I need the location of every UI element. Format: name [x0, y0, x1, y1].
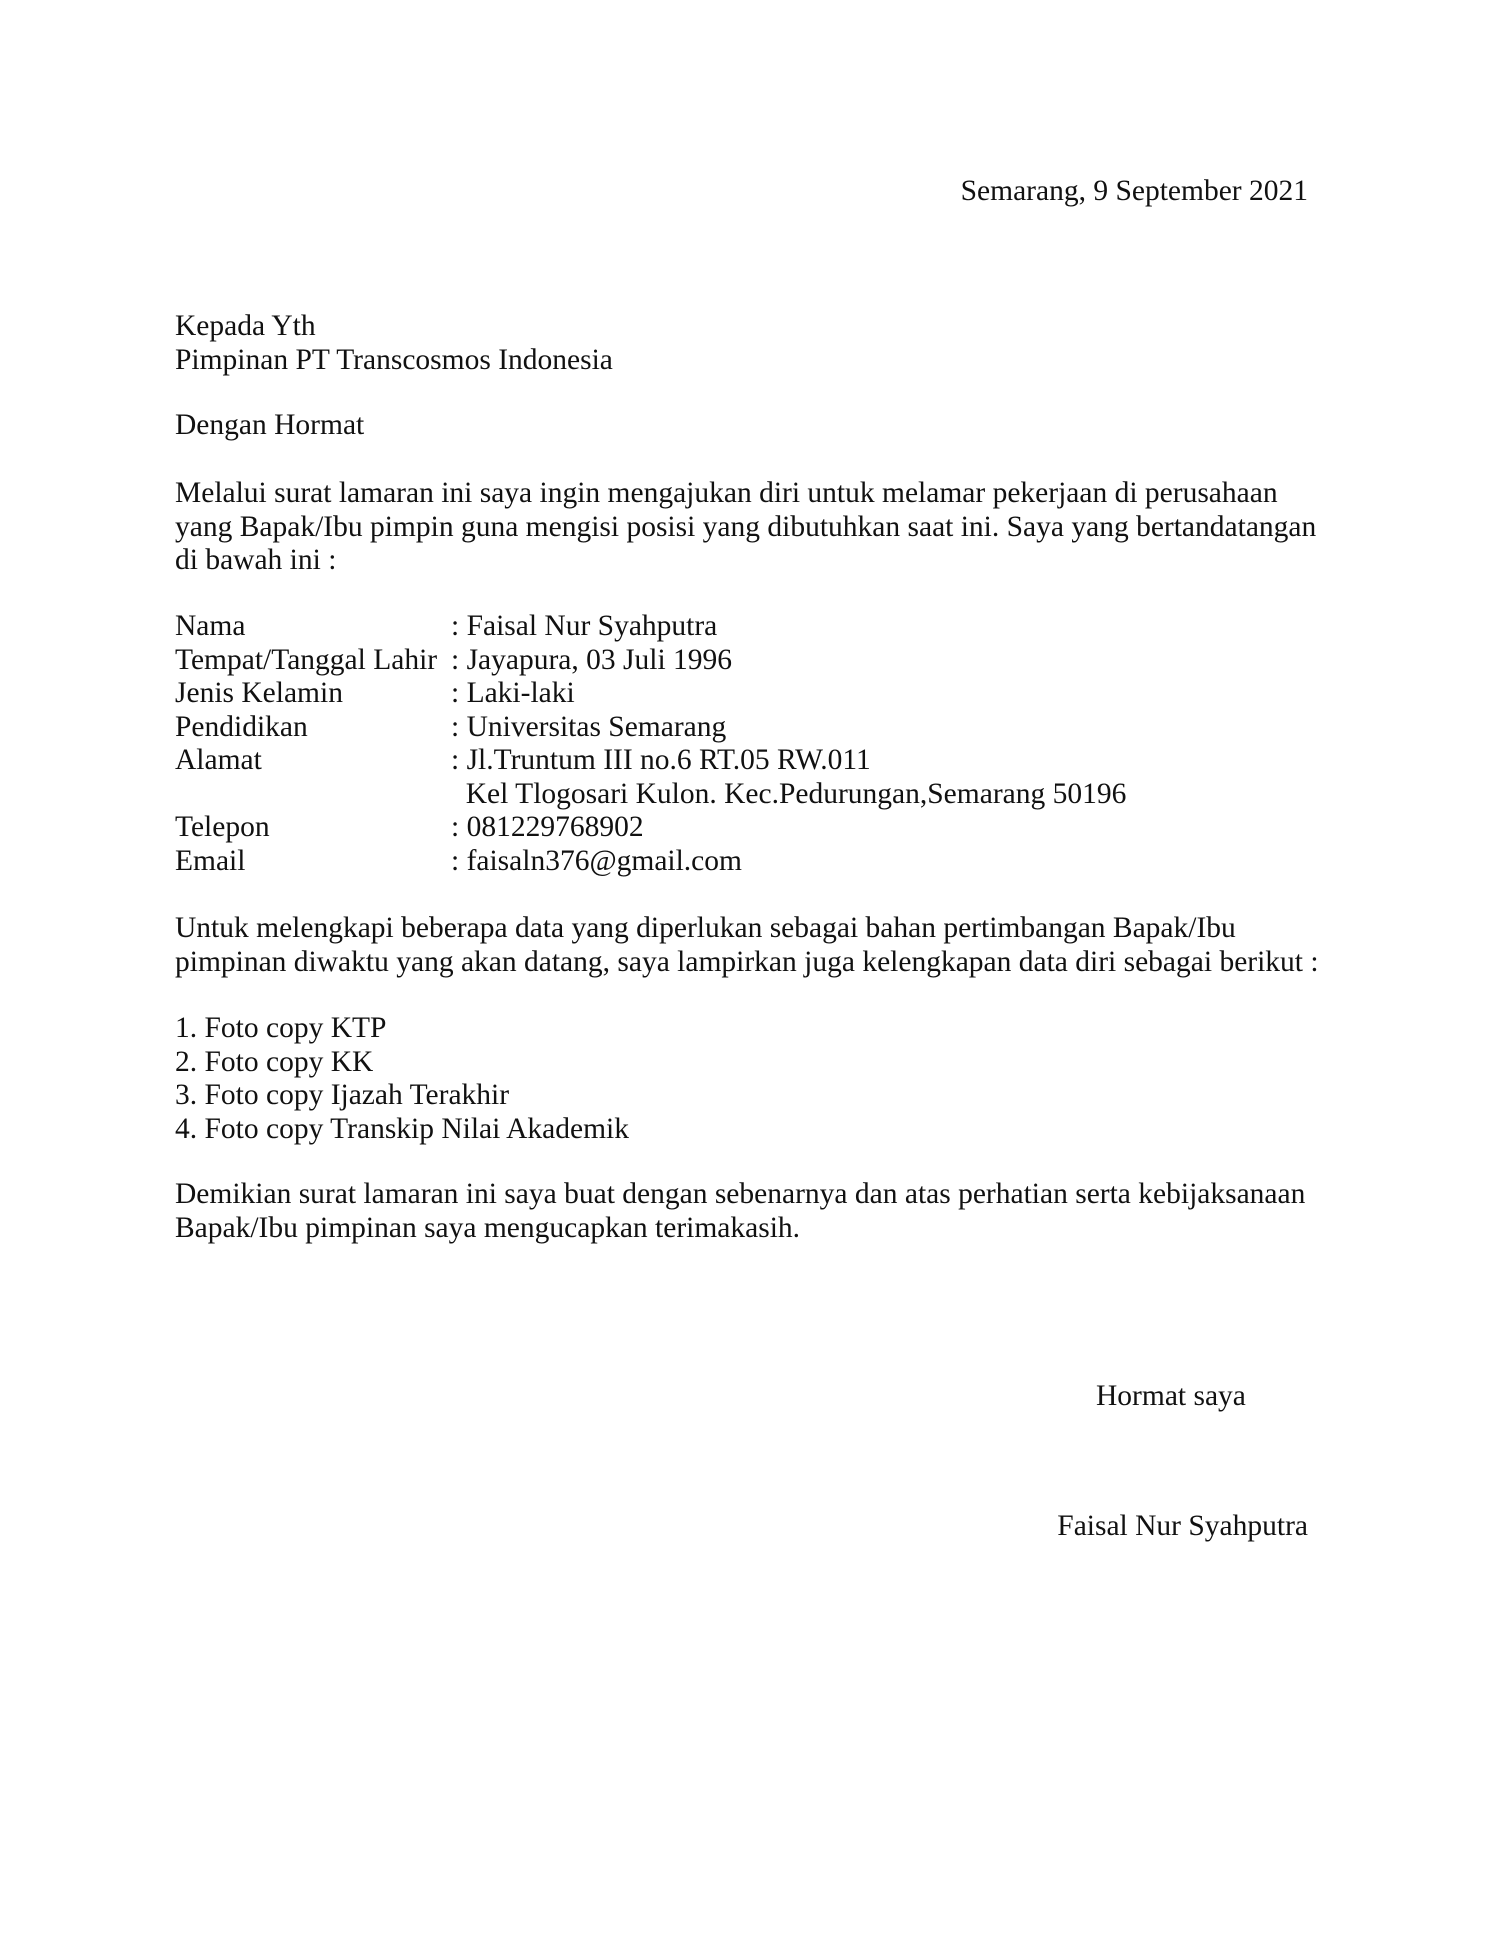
list-item: 4. Foto copy Transkip Nilai Akademik — [175, 1112, 629, 1145]
letter-date: Semarang, 9 September 2021 — [960, 175, 1308, 207]
detail-row — [175, 711, 1126, 745]
paragraph-line: yang Bapak/Ibu pimpin guna mengisi posisi yang dibutuhkan saat ini. Saya yang bertandatangan — [175, 510, 1317, 543]
sign-off: Hormat saya — [1096, 1380, 1246, 1412]
detail-value: : 081229768902 — [451, 811, 644, 843]
detail-label — [175, 778, 451, 812]
detail-row — [175, 610, 1126, 644]
greeting: Dengan Hormat — [175, 409, 365, 441]
paragraph-line: pimpinan diwaktu yang akan datang, saya lampirkan juga kelengkapan data diri sebagai berikut : — [175, 945, 1319, 978]
detail-value: : Jayapura, 03 Juli 1996 — [451, 643, 733, 676]
detail-label: Email — [175, 844, 246, 877]
detail-row — [175, 811, 1126, 845]
list-item: 3. Foto copy Ijazah Terakhir — [175, 1079, 510, 1111]
detail-label: Nama — [175, 610, 246, 642]
detail-value: : Laki-laki — [451, 677, 575, 709]
signature-name: Faisal Nur Syahputra — [1057, 1510, 1308, 1542]
recipient-block — [175, 310, 613, 377]
detail-label: Telepon — [175, 811, 270, 843]
paragraph-line: Demikian surat lamaran ini saya buat dengan sebenarnya dan atas perhatian serta kebijaksanaan — [175, 1178, 1306, 1210]
paragraph-line: Untuk melengkapi beberapa data yang diperlukan sebagai bahan pertimbangan Bapak/Ibu — [175, 912, 1236, 944]
closing-paragraph — [175, 1178, 1305, 1245]
detail-value: : Jl.Truntum III no.6 RT.05 RW.011 — [451, 744, 871, 776]
paragraph-line: di bawah ini : — [175, 544, 337, 576]
attachment-list — [175, 1012, 629, 1146]
detail-value: Kel Tlogosari Kulon. Kec.Pedurungan,Semarang 50196 — [451, 777, 1127, 810]
applicant-details — [175, 610, 1126, 878]
detail-row — [175, 644, 1126, 678]
paragraph-line: Melalui surat lamaran ini saya ingin mengajukan diri untuk melamar pekerjaan di perusahaan — [175, 477, 1278, 509]
detail-value: : Universitas Semarang — [451, 710, 727, 743]
detail-label: Pendidikan — [175, 710, 308, 743]
list-item: 2. Foto copy KK — [175, 1045, 374, 1078]
recipient-line: Kepada Yth — [175, 310, 316, 342]
paragraph-line: Bapak/Ibu pimpinan saya mengucapkan terimakasih. — [175, 1211, 801, 1244]
detail-label: Alamat — [175, 744, 262, 776]
detail-row — [175, 744, 1126, 778]
recipient-line: Pimpinan PT Transcosmos Indonesia — [175, 343, 613, 376]
detail-label: Tempat/Tanggal Lahir — [175, 643, 438, 676]
detail-row — [175, 845, 1126, 879]
list-item: 1. Foto copy KTP — [175, 1012, 387, 1044]
intro-paragraph — [175, 477, 1316, 578]
detail-value: : faisaln376@gmail.com — [451, 844, 742, 877]
detail-row — [175, 677, 1126, 711]
attachments-intro — [175, 912, 1319, 979]
detail-label: Jenis Kelamin — [175, 677, 343, 709]
detail-value: : Faisal Nur Syahputra — [451, 610, 718, 642]
detail-row — [175, 778, 1126, 812]
